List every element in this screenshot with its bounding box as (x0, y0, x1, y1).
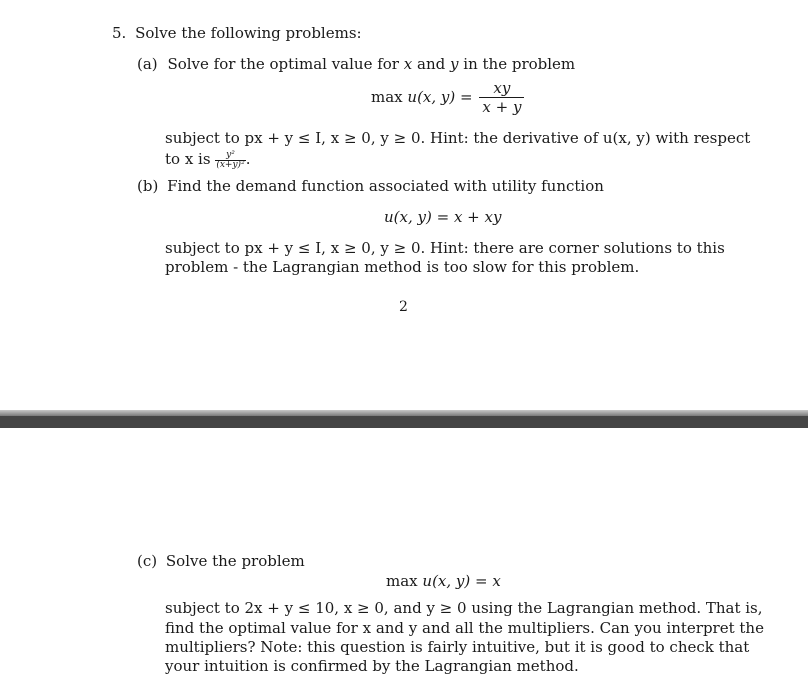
part-b-text-line2: problem - the Lagrangian method is too slow for this problem. (165, 258, 640, 276)
page-number: 2 (399, 299, 408, 315)
part-c-label: (c) (137, 552, 158, 570)
utility-function: u(x, y) = x (422, 572, 501, 590)
part-a-objective (371, 80, 524, 116)
part-c-text-line1: subject to 2x + y ≤ 10, x ≥ 0, and y ≥ 0 using the Lagrangian method. That is, (165, 599, 763, 617)
max-operator: max (386, 572, 418, 590)
max-operator: max (371, 88, 403, 106)
hint-numerator: y² (226, 149, 235, 160)
part-a-label: (a) (137, 55, 158, 73)
part-c-text-line4: your intuition is confirmed by the Lagrangian method. (165, 657, 579, 675)
part-c-objective (386, 572, 501, 590)
part-a-constraint-line2: to x is $\frac{\text{y²}}{\text{(x+y)²}}$ . (165, 149, 251, 170)
objective-fraction (479, 80, 524, 116)
part-a-prompt: (a) Solve for the optimal value for x and y in the problem (137, 55, 576, 73)
part-b-label: (b) (137, 177, 159, 195)
problem-heading (112, 24, 362, 42)
page-break (0, 416, 808, 428)
problem-intro: Solve the following problems: (135, 24, 362, 42)
fraction-denominator: x + y (479, 97, 524, 116)
part-b-text-line1: subject to px + y ≤ I, x ≥ 0, y ≥ 0. Hint: there are corner solutions to this (165, 239, 725, 257)
hint-denominator: (x+y)² (216, 159, 245, 170)
part-c-text-line3: multipliers? Note: this question is fairly intuitive, but it is good to check that (165, 638, 750, 656)
utility-function: u(x, y) = (407, 88, 473, 106)
hint-fraction (215, 151, 245, 170)
part-a-constraint-line1: subject to px + y ≤ I, x ≥ 0, y ≥ 0. Hint: the derivative of u(x, y) with respect (165, 129, 751, 147)
fraction-numerator: xy (493, 79, 511, 97)
problem-number: 5. (112, 24, 127, 42)
part-b-equation: u(x, y) = x + xy (384, 208, 502, 226)
part-b-prompt: (b) Find the demand function associated with utility function (137, 177, 604, 195)
part-c-text-line2: find the optimal value for x and y and all the multipliers. Can you interpret the (165, 619, 764, 637)
part-c-prompt: (c) Solve the problem (137, 552, 305, 570)
